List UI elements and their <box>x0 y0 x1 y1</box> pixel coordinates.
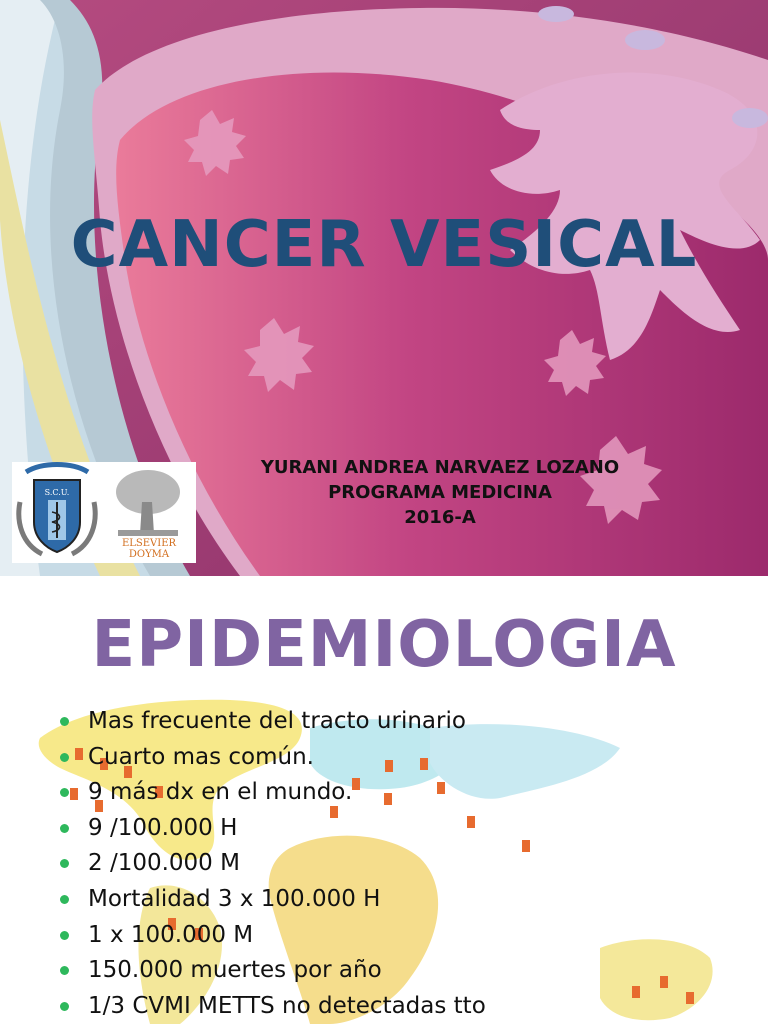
list-item: 1 x 100.000 M <box>58 918 486 954</box>
list-item: 2 /100.000 M <box>58 846 486 882</box>
author-block <box>200 455 680 530</box>
program-name: PROGRAMA MEDICINA <box>328 482 552 503</box>
list-item: 9 más dx en el mundo. <box>58 775 486 811</box>
list-item: Mortalidad 3 x 100.000 H <box>58 882 486 918</box>
list-item: 9 /100.000 H <box>58 811 486 847</box>
elsevier-doyma-logo <box>116 470 180 560</box>
author-name: YURANI ANDREA NARVAEZ LOZANO <box>260 457 620 478</box>
list-item: 1/3 CVMI METTS no detectadas tto <box>58 989 486 1024</box>
presentation-title: CANCER VESICAL <box>70 208 698 282</box>
list-item: Mas frecuente del tracto urinario <box>58 704 486 740</box>
epidemiology-slide <box>0 588 768 1024</box>
svg-text:DOYMA: DOYMA <box>128 549 170 560</box>
academic-period: 2016-A <box>404 507 476 528</box>
epidemiology-list <box>58 704 486 1024</box>
slide-heading: EPIDEMIOLOGIA <box>91 608 677 682</box>
logos-panel <box>12 462 196 563</box>
list-item: 150.000 muertes por año <box>58 953 486 989</box>
svg-text:ELSEVIER: ELSEVIER <box>121 538 177 549</box>
list-item: Cuarto mas común. <box>58 740 486 776</box>
svg-text:S.C.U.: S.C.U. <box>44 488 70 497</box>
logos-graphic <box>12 462 196 563</box>
scu-shield-logo <box>19 465 95 555</box>
